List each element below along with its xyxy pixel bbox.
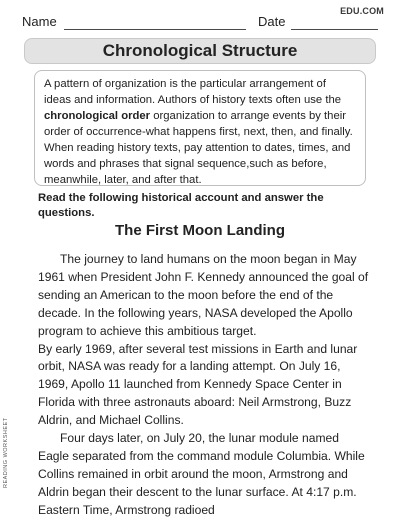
story-paragraph-3: Four days later, on July 20, the lunar module named Eagle separated from the command module Columbia. While Collins remained in orbit around the moon, Armstrong and Aldrin began their descent to the lunar surface. At 4:17 p.m. Eastern Time, Armstrong radioed <box>38 431 365 517</box>
name-label: Name <box>22 14 57 29</box>
story-title: The First Moon Landing <box>115 222 285 239</box>
worksheet-header <box>0 0 400 40</box>
story-body <box>38 251 370 520</box>
story-paragraph-1: The journey to land humans on the moon began in May 1961 when President John F. Kennedy announced the goal of sending an American to the moon before the end of the decade. In the following years, NASA developed the Apollo program to achieve this ambitious target. <box>38 252 369 338</box>
edu-logo: EDU.COM <box>340 6 384 16</box>
side-label: READING WORKSHEET <box>3 417 9 488</box>
intro-bold-term: chronological order <box>44 110 151 122</box>
name-field-line[interactable] <box>64 29 246 30</box>
date-field-line[interactable] <box>291 29 378 30</box>
intro-text-end: organization to arrange events by their order of occurrence-what happens first, next, then, and finally. When reading history texts, pay attention to dates, times, and words and phrases that signal sequence,such as before, meanwhile, later, and after that. <box>44 110 353 186</box>
story-paragraph-2: By early 1969, after several test missions in Earth and lunar orbit, NASA was ready for a landing attempt. On July 16, 1969, Apollo 11 launched from Kennedy Space Center in Florida with three astronauts aboard: Neil Armstrong, Buzz Aldrin, and Michael Collins. <box>38 341 358 428</box>
instruction-text: Read the following historical account and answer the questions. <box>38 192 324 219</box>
page-title: Chronological Structure <box>24 38 376 64</box>
date-label: Date <box>258 14 286 29</box>
intro-box <box>34 70 366 186</box>
intro-text-start: A pattern of organization is the particular arrangement of ideas and information. Authors of history texts often use the <box>44 78 342 106</box>
